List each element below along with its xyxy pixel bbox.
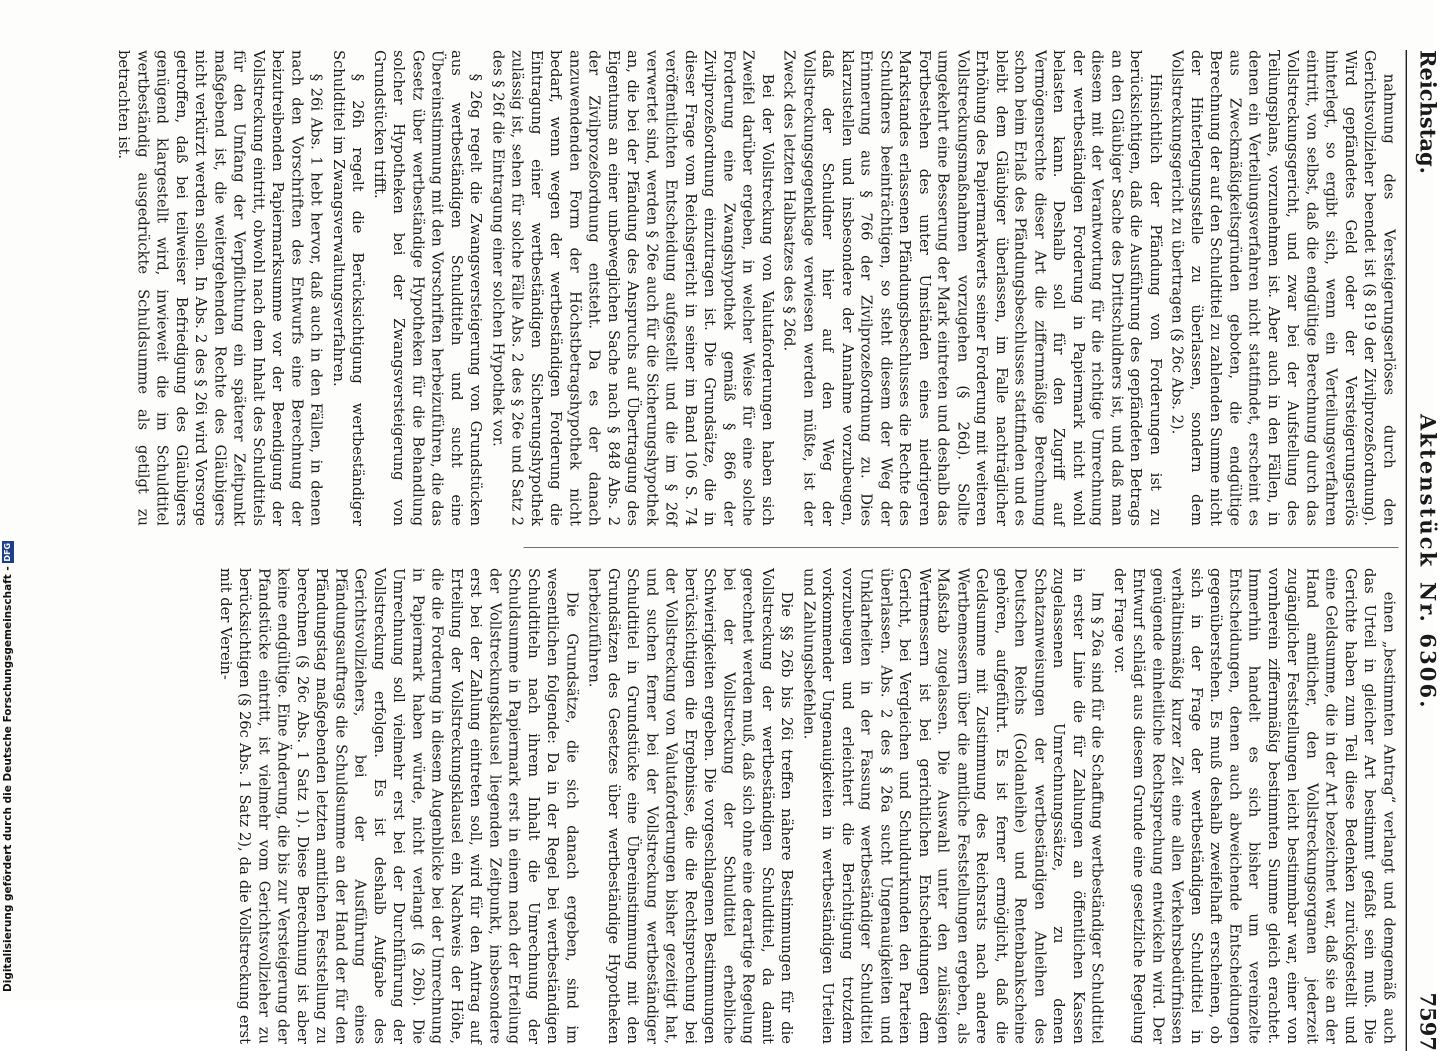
text-column-left (115, 50, 1399, 527)
column-divider (524, 547, 1399, 548)
rotated-document-page (115, 50, 1442, 1051)
paragraph: § 26h regelt die Berücksichtigung wertbeständiger Schuldtitel im Zwangsverwaltungsverfahren. (330, 50, 367, 527)
paragraph: Die §§ 26b bis 26i treffen nähere Bestimmungen für die Vollstreckung der wertbeständigen Schuldtitel, da damit gerechnet werden muß, daß sich ohne eine derartige Regelung bei der Vollstreckung der Schuldtitel erhebliche Schwierigkeiten ergeben. Die vorgeschlagenen Bestimmungen berücksichtigen die Ergebnisse, die die Rechtsprechung bei der Vollstreckung von Valutaforderungen bisher gezeitigt hat, und suchen ferner bei der Vollstreckung wertbeständiger Schuldtitel in Grundstücke eine Übereinstimmung mit den Grundsätzen des Gesetzes über wertbeständige Hypotheken herbeizuführen. (586, 568, 796, 1044)
text-column-right (217, 568, 1399, 1044)
credit-text: Digitalisierung gefördert durch die Deutsche Forschungsgemeinschaft - (2, 566, 14, 992)
paragraph: Im § 26a sind für die Schaffung wertbeständiger Schuldtitel in erster Linie die für Zahlungen an öffentlichen Kassen zugelassenen Umrechnungssätze, zu denen Schatzanweisungen der wertbeständigen Anleihen des Deutschen Reichs (Goldanleihe) und Rentenbankscheine gehören, aufgeführt. Es ist ferner ermöglicht, daß die Geldsumme mit Zustimmung des Reichsrats nach andere Wertbemessern über die amtliche Feststellungen ergeben, als Maßstab zugelassen. Die Auswahl unter den zulässigen Wertmessern ist bei gerichtlichen Entscheidungen dem Gericht, bei Vergleichen und Schuldurkunden den Parteien überlassen. Abs. 2 des § 26a sucht Ungenauigkeiten und Unklarheiten in der Fassung wertbeständiger Schuldtitel vorzubeugen und erleichtert die Berichtigung trotzdem vorkommender Ungenauigkeiten in wertbeständigen Urteilen und Zahlungsbefehlen. (800, 568, 1107, 1044)
paragraph: Die Grundsätze, die sich danach ergeben, sind im wesentlichen folgende: Da in der Regel bei wertbeständigen Schuldtiteln nach ihrem Inhalt die Umrechnung der Schuldsumme in Papiermark erst in einem nach der Erteilung der Vollstreckungsklausel liegenden Zeitpunkt, insbesondere erst bei der Zahlung eintreten soll, wird für den Antrag auf Erteilung der Vollstreckungsklausel ein Nachweis der Höhe, die die Forderung in diesem Augenblicke bei der Umrechnung in Papiermark haben würde, nicht verlangt (§ 26b). Die Umrechnung soll vielmehr erst bei der Durchführung der Vollstreckung erfolgen. Es ist deshalb Aufgabe des Gerichtsvollziehers, bei der Ausführung eines Pfändungsauftrags die Schuldsumme an der Hand der für den Pfändungstag maßgebenden letzten amtlichen Feststellung zu berechnen (§ 26c Abs. 1 Satz 1). Diese Berechnung ist aber keine endgültige. Eine Änderung, die bis zur Versteigerung der Pfandstücke eintritt, ist vielmehr vom Gerichtsvollzieher zu berücksichtigen (§ 26c Abs. 1 Satz 2), da die Vollstreckung erst mit der Verein- (217, 568, 581, 1044)
page-number: 7597 (1414, 992, 1440, 1051)
header-left: Reichstag. (1414, 50, 1440, 174)
paragraph: nahmung des Versteigerungserlöses durch den Gerichtsvollzieher beendet ist (§ 819 der Zivilprozeßordnung). Wird gepfändetes Geld oder der Versteigerungserlös hinterlegt, so ergibt sich, wenn ein Verteilungsverfahren eintritt, von selbst, daß die endgültige Berechnung durch das Vollstreckungsgericht, und zwar bei der Aufstellung des Teilungsplans, vorzunehmen ist. Aber auch in den Fällen, in denen ein Verteilungsverfahren nicht stattfindet, erscheint es aus Zweckmäßigkeitsgründen geboten, die endgültige Berechnung der auf den Schuldtitel zu zahlenden Summe nicht der Hinterlegungsstelle zu überlassen, sondern dem Vollstreckungsgericht zu übertragen (§ 26c Abs. 2). (1169, 50, 1398, 527)
header-middle: Aktenstück (1414, 414, 1440, 569)
paragraph: einen „bestimmten Antrag“ verlangt und demgemäß auch das Urteil in gleicher Art bestimmt gefaßt sein muß. Die Gerichte haben zum Teil diese Bedenken zurückgestellt und eine Geldsumme, die in der Art bezeichnet war, daß sie an der Hand amtlicher, den Vollstreckungsorganen jederzeit zugänglicher Feststellungen leicht bestimmbar war, einer von vornherein ziffernmäßig bestimmten Summe gleich erachtet. Immerhin handelt es sich bisher um vereinzelte Entscheidungen, denen auch abweichende Entscheidungen gegenüberstehen. Es muß deshalb zweifelhaft erscheinen, ob sich in der Frage der wertbeständigen Schuldtitel in verhältnismäßig kurzer Zeit eine allen Verkehrsbedürfnissen genügende einheitliche Rechtsprechung entwickeln wird. Der Entwurf schlägt aus diesem Grunde eine gesetzliche Regelung der Frage vor. (1111, 568, 1398, 1044)
paragraph: § 26g regelt die Zwangsversteigerung von Grundstücken aus wertbeständigen Schuldtiteln und sucht eine Übereinstimmung mit den Vorschriften herbeizuführen, die das Gesetz über wertbeständige Hypotheken für die Behandlung solcher Hypotheken bei der Zwangsversteigerung von Grundstücken trifft. (371, 50, 485, 527)
paragraph: § 26i Abs. 1 hebt hervor, daß auch in den Fällen, in denen nach den Vorschriften des Entwurfs eine Berechnung der beizutreibenden Papiermarksumme vor der Beendigung der Vollstreckung eintritt, obwohl nach dem Inhalt des Schuldtitels für den Umfang der Verpflichtung ein späterer Zeitpunkt maßgebend ist, die weitergehenden Rechte des Gläubigers nicht verkürzt werden sollen. In Abs. 2 des § 26i wird Vorsorge getroffen, daß bei teilweiser Befriedigung des Gläubigers genügend klargestellt wird, inwieweit die im Schuldtitel wertbeständig ausgedrückte Schuldsumme als getilgt zu betrachten ist. (115, 50, 326, 527)
dfg-logo: DFG (3, 542, 12, 562)
digitization-credit (2, 541, 14, 992)
header-number: Nr. 6306. (1414, 582, 1440, 710)
running-header (1406, 50, 1442, 1051)
paragraph: Hinsichtlich der Pfändung von Forderungen ist zu berücksichtigen, daß die Ausführung des gepfändeten Betrags an den Gläubiger Sache des Drittschuldners ist, und daß man diesem mit der Verantwortung für die richtige Umrechnung der wertbeständigen Forderung in Papiermark nicht wohl belasten kann. Deshalb soll für den Zugriff auf Vermögensrechte dieser Art die ziffernmäßige Berechnung schon beim Erlaß des Pfändungsbeschlusses stattfinden und es bleibt dem Gläubiger überlassen, im Falle nachträglicher Erhöhung des Papiermarkwerts seiner Forderung mit weiteren Vollstreckungsmaßnahmen vorzugehen (§ 26d). Sollte umgekehrt eine Besserung der Mark eintreten und deshalb das Fortbestehen des unter Umständen eines niedrigeren Markstandes erlassenen Pfändungsbeschlusses die Rechte des Schuldners beeinträchtigen, so steht diesem der Weg der Erinnerung aus § 766 der Zivilprozeßordnung zu. Dies klarzustellen und insbesondere der Annahme vorzubeugen, daß der Schuldner hier auf den Weg der Vollstreckungsgegenklage verwiesen werden müßte, ist der Zweck des letzten Halbsatzes des § 26d. (781, 50, 1165, 527)
paragraph: Bei der Vollstreckung von Valutaforderungen haben sich Zweifel darüber ergeben, in welcher Weise für eine solche Forderung eine Zwangshypothek gemäß § 866 der Zivilprozeßordnung einzutragen ist. Die Grundsätze, die in dieser Frage vom Reichsgericht in seiner im Band 106 S. 74 veröffentlichten Entscheidung aufgestellt und die im § 26f verwertet sind, werden § 26e auch für die Sicherungshypothek an, die bei der Pfändung des Anspruchs auf Übertragung des Eigentums an einer unbeweglichen Sache nach § 848 Abs. 2 der Zivilprozeßordnung entsteht. Da es der danach anzuwendenden Form der Höchstbetragshypothek nicht bedarf, wenn wegen der wertbeständigen Forderung die Eintragung einer wertbeständigen Sicherungshypothek zulässig ist, sehen für solche Fälle Abs. 2 des § 26e und Satz 2 des § 26f die Eintragung einer solchen Hypothek vor. (490, 50, 777, 527)
